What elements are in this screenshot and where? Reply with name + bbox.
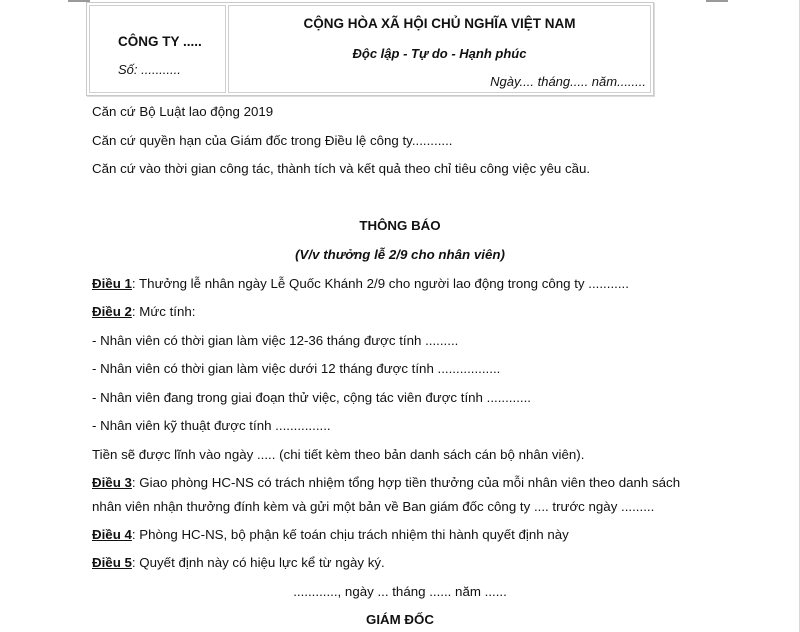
article-2-item-2: - Nhân viên có thời gian làm việc dưới 12 tháng được tính .................: [92, 361, 501, 376]
preamble-line-3: Căn cứ vào thời gian công tác, thành tích và kết quả theo chỉ tiêu công việc yêu cầu.: [92, 161, 591, 176]
article-2-text: : Mức tính:: [131, 304, 196, 319]
article-2-label: Điều 2: [92, 304, 132, 319]
preamble-line-2: Căn cứ quyền hạn của Giám đốc trong Điều lệ công ty...........: [92, 133, 453, 148]
article-2-item-3: - Nhân viên đang trong giai đoạn thử việc, cộng tác viên được tính ............: [92, 390, 531, 405]
article-4-text: : Phòng HC-NS, bộ phận kế toán chịu trách nhiệm thi hành quyết định này: [131, 527, 569, 542]
article-1: [92, 276, 629, 291]
page-corner-mark-right: [706, 0, 728, 2]
article-3-label: Điều 3: [92, 475, 132, 490]
article-3-continued: nhân viên nhận thưởng đính kèm và gửi một bản về Ban giám đốc công ty .... trước ngày .........: [92, 499, 655, 514]
issue-date: Ngày.... tháng..... năm........: [490, 74, 646, 89]
article-3-text: : Giao phòng HC-NS có trách nhiệm tổng hợp tiền thưởng của mỗi nhân viên theo danh sách: [131, 475, 681, 490]
header-table: [86, 2, 654, 96]
company-cell: [89, 5, 226, 93]
company-name: CÔNG TY .....: [118, 34, 202, 49]
document-number: Số: ...........: [118, 62, 181, 77]
article-1-label: Điều 1: [92, 276, 132, 291]
article-5-text: : Quyết định này có hiệu lực kể từ ngày ký.: [131, 555, 385, 570]
article-1-text: : Thưởng lễ nhân ngày Lễ Quốc Khánh 2/9 cho người lao động trong công ty ...........: [131, 276, 629, 291]
signature-title: GIÁM ĐỐC: [366, 612, 434, 627]
article-2-item-1: - Nhân viên có thời gian làm việc 12-36 tháng được tính .........: [92, 333, 459, 348]
nation-motto: Độc lập - Tự do - Hạnh phúc: [352, 46, 527, 61]
article-2: [92, 304, 196, 319]
document-title: THÔNG BÁO: [359, 218, 441, 233]
article-5-label: Điều 5: [92, 555, 132, 570]
nation-title: CỘNG HÒA XÃ HỘI CHỦ NGHĨA VIỆT NAM: [303, 16, 576, 31]
nation-cell: [228, 5, 651, 93]
article-4: [92, 527, 569, 542]
article-2-item-4: - Nhân viên kỹ thuật được tính ...............: [92, 418, 331, 433]
signature-date: ............, ngày ... tháng ...... năm ......: [293, 584, 507, 599]
document-subtitle: (V/v thưởng lễ 2/9 cho nhân viên): [295, 247, 505, 262]
article-5: [92, 555, 385, 570]
article-3: [92, 475, 680, 490]
preamble-line-1: Căn cứ Bộ Luật lao động 2019: [92, 104, 274, 119]
article-4-label: Điều 4: [92, 527, 132, 542]
payday-line: Tiền sẽ được lĩnh vào ngày ..... (chi tiết kèm theo bản danh sách cán bộ nhân viên).: [92, 447, 585, 462]
